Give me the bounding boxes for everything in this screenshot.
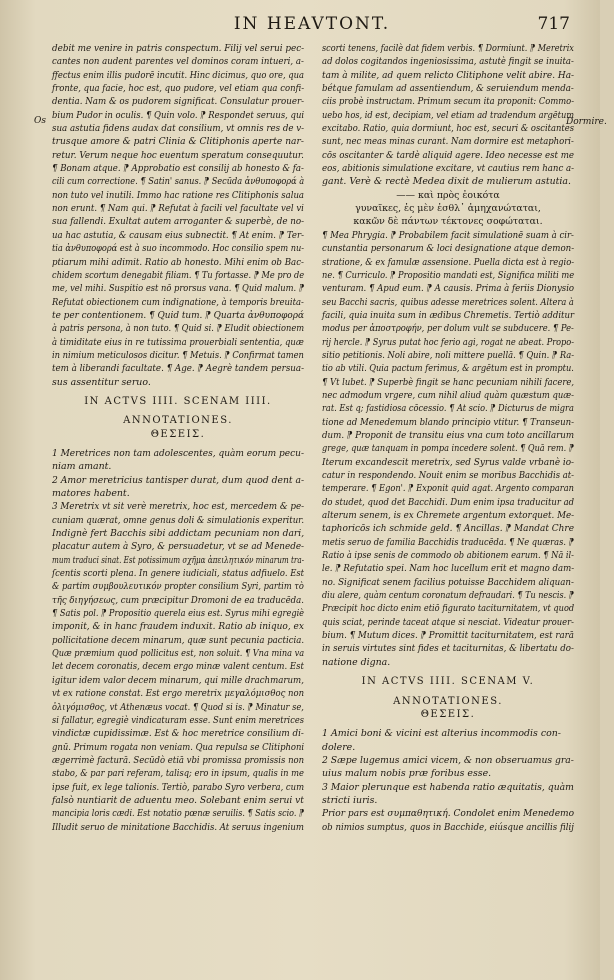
text-line: cili cum correctione. ¶ Satin' sanus. ⁋ Secūda ἀνθυποφορά à — [52, 176, 305, 188]
text-line: dentia. Nam & os pudorem significat. Consulatur prouer- — [52, 96, 305, 108]
text-line: 2 Sæpe lugemus amici vicem, & non obseruamus gra- — [322, 754, 574, 766]
text-line: ptiarum mihi adimit. Ratio ab honesto. Mihi enim ob Bac- — [52, 256, 304, 268]
text-line: uius malum nobis præ foribus esse. — [322, 768, 492, 780]
text-line: ¶ Satis pol. ⁋ Propositio querela eius est. Syrus mihi egregiè — [52, 608, 305, 620]
text-line: excitabo. Ratio, quia dormiunt, hoc est, securi & oscitantes — [322, 123, 575, 135]
text-line: in nimium meticulosos dicitur. ¶ Metuis. ⁋ Confirmat tamen — [52, 349, 304, 361]
text-line: tio ab vtili. Quia pactum ferimus, & argētum est in promptu. — [322, 363, 574, 375]
text-line: ¶ Mea Phrygia. ⁋ Probabilem facit simulationē suam à cir- — [322, 229, 574, 241]
text-line: facili, quia inuita sum in ædibus Chremetis. Tertiò additur — [322, 309, 575, 321]
text-line: falsò nuntiarit de aduentu meo. Solebant enim serui vt — [52, 794, 304, 806]
section-heading: ΘΕΣΕΙΣ. — [150, 428, 206, 440]
text-line: à patris persona, à non tuto. ¶ Quid si. ⁋ Eludit obiectionem — [52, 323, 305, 335]
text-line: stabo, & par pari referam, talisq; ero in ipsum, qualis in me — [52, 768, 304, 780]
text-line: tia ἀνθυποφορά est à suo incommodo. Hoc consilio spem nu- — [52, 243, 305, 255]
text-line: venturam. ¶ Apud eum. ⁋ A causis. Prima à feriis Dionysio — [322, 283, 575, 295]
text-line: Iterum excandescit meretrix, sed Syrus valde vrbanè io- — [322, 456, 575, 468]
text-line: Illudit seruo de minitatione Bacchidis. At seruus ingenium — [52, 821, 304, 833]
text-line: bium. ¶ Mutum dices. ⁋ Promittit taciturnitatem, est rarā — [322, 630, 574, 642]
text-line: à timiditate eius in re tutissima prouerbiali sententia, quæ — [52, 336, 304, 348]
text-line: modus per ἀποστροφήν, per dolum vult se subducere. ¶ Pe- — [322, 323, 574, 335]
text-line: natione digna. — [322, 656, 391, 668]
text-columns — [52, 42, 580, 952]
greek-verse-line: —— καὶ πρὸς ἐοικότα — [396, 189, 500, 201]
right-column — [322, 42, 574, 947]
text-line: te per contentionem. ¶ Quid tum. ⁋ Quarta ἀνθυποφορά — [52, 309, 304, 321]
section-heading: ΘΕΣΕΙΣ. — [420, 708, 476, 720]
text-line: sunt, nec meas minas curant. Nam dormire est metaphori- — [322, 136, 574, 148]
section-heading: IN ACTVS IIII. SCENAM IIII. — [84, 395, 272, 407]
text-line: let decem coronatis, decem ergo minæ valent centum. Est — [52, 661, 304, 673]
text-line: tione ad Menedemum blando principio vtitur. ¶ Transeun- — [322, 416, 575, 428]
text-line: 3 Maior plerunque est habenda ratio æquitatis, quàm — [322, 781, 574, 793]
text-line: cantes non audent parentes vel dominos coram intueri, a- — [52, 56, 304, 68]
text-line: sus assentitur seruo. — [52, 376, 151, 388]
text-line: ægerrimè facturā. Secūdò etiā vbi promissa promissis non — [52, 754, 305, 766]
text-line: placatur autem à Syro, & persuadetur, vt se ad Menede- — [52, 541, 305, 553]
text-line: gant. Verè & rectè Medea dixit de mulierum astutia. — [322, 176, 571, 188]
text-line: rij hercle. ⁋ Syrus putat hoc ferio agi, rogat ne abeat. Propo- — [322, 336, 574, 348]
text-line: eos, abitionis simulatione excitare, vt cautius rem hanc a- — [322, 163, 575, 175]
text-line: ad dolos cogitandos ingeniosissima, astutè fingit se inuita- — [322, 56, 574, 68]
text-line: scorti tenens, facilè dat fidem verbis. ¶ Dormiunt. ⁋ Meretrix — [322, 43, 574, 54]
text-line: Refutat obiectionem cum indignatione, à temporis breuita- — [52, 296, 304, 308]
text-line: Præcipit hoc dicto enim etiō figurato taciturnitatem, vt quod — [322, 603, 575, 615]
text-line: vindictæ cupidissimæ. Est & hoc meretrice consilium di- — [52, 728, 304, 740]
text-line: pollicitatione decem minarum, quæ sunt pecunia pacticia. — [52, 634, 305, 646]
text-line: Prior pars est συμπαθητική. Condolet enim Menedemo — [322, 808, 575, 820]
text-line: catur in respondendo. Nouit enim se moribus Bacchidis at- — [322, 470, 574, 481]
text-line: 1 Meretrices non tam adolescentes, quàm eorum pecu- — [52, 447, 304, 459]
text-line: chidem scortum denegabit filiam. ¶ Tu fortasse. ⁋ Me pro de — [52, 269, 305, 281]
text-line: dum. ⁋ Proponit de transitu eius vna cum toto ancillarum — [322, 429, 575, 441]
text-line: stricti iuris. — [322, 794, 378, 806]
text-line: temperare. ¶ Egon'. ⁋ Exponit quid agat. Argento comparan — [322, 483, 574, 495]
text-line: ipse fuit, ex lege talionis. Tertiò, parabo Syro verbera, cum — [52, 781, 305, 793]
greek-verse-line: γυναῖκες, ἐς μὲν ἐσθλ᾽ ἀμηχανώταται, — [355, 203, 541, 215]
text-line: grege, quæ tanquam in pompa incedere solent. ¶ Quā rem. ⁋ — [322, 443, 574, 455]
text-line: tam à milite, ad quem relicto Clitiphone velit abire. Ha- — [322, 69, 575, 81]
text-line: gnū. Primum rogata non veniam. Qua repulsa se Clitiphoni — [52, 741, 305, 753]
text-line: dolere. — [322, 741, 356, 753]
text-line: ciis probè instructam. Primum secum ita proponit: Commo- — [322, 96, 575, 108]
text-line: uebo hos, id est, decipiam, vel etiam ad tradendum argētum — [322, 109, 575, 121]
text-line: vt ex ratione constat. Est ergo meretrix μεγαλόμισθος non — [52, 688, 305, 700]
text-line: ne. ¶ Curriculo. ⁋ Propositio mandati est, Significa militi me — [322, 269, 575, 281]
text-line: tem à liberandi facultate. ¶ Age. ⁋ Aegrè tandem persua- — [52, 363, 305, 375]
text-line: debit me venire in patris conspectum. Filij vel serui pec- — [52, 43, 305, 54]
text-line: non erunt. ¶ Nam qui. ⁋ Refutat à facili vel facultate vel vi — [52, 203, 304, 215]
text-line: ¶ Vt lubet. ⁋ Superbè fingit se hanc pecuniam nihili facere, — [322, 376, 575, 388]
section-heading: ANNOTATIONES. — [393, 695, 503, 707]
text-line: sitio petitionis. Noli abire, noli mittere puellā. ¶ Quin. ⁋ Ra- — [322, 349, 575, 361]
text-line: matores habent. — [52, 488, 130, 499]
text-line: Quæ præmium quod pollicitus est, non soluit. ¶ Vna mina va — [52, 648, 305, 660]
text-line: me, vel mihi. Suspitio est nō prorsus vana. ¶ Quid malum. ⁋ — [52, 283, 305, 295]
text-line: seu Bacchi sacris, quibus adesse meretrices solent. Altera à — [322, 296, 574, 308]
running-head: IN HEAVTONT. — [233, 14, 391, 34]
text-line: 3 Meretrix vt sit verè meretrix, hoc est, mercedem & pe- — [52, 501, 305, 513]
text-line: stratione, & ex famulæ assensione. Puella dicta est à regio- — [322, 256, 575, 268]
text-line: le. ⁋ Refutatio spei. Nam hoc lucellum erit et magno dam- — [322, 563, 575, 575]
greek-verse-line: κακῶν δὲ πάντων τέκτονες σοφώταται. — [353, 216, 543, 228]
text-line: retur. Verum neque hoc euentum speratum consequutur. — [52, 149, 304, 161]
text-line: fronte, qua facie, hoc est, quo pudore, vel etiam qua confi- — [52, 83, 305, 95]
page-header — [48, 14, 576, 40]
text-line: ffectus enim illis pudorē incutit. Hinc dicimus, quo ore, qua — [52, 69, 304, 81]
text-line: & partim συμβουλευτικόν propter consilium Syri, partim τὸ — [52, 581, 304, 593]
text-line: quis sciat, perinde taceat atque si nesciat. Videatur prouer- — [322, 616, 574, 628]
left-column — [52, 42, 304, 947]
text-line: alterum senem, is ex Chremete argentum extorquet. Me- — [322, 510, 575, 522]
margin-note-right: Dormire. — [566, 117, 607, 127]
text-line: igitur idem valor decem minarum, qui mille drachmarum, — [52, 674, 304, 686]
text-line: taphoricōs ich schmide geld. ¶ Ancillas. ⁋ Mandat Chre — [322, 523, 575, 535]
text-line: diu alere, quàm centum coronatum defraudari. ¶ Tu nescis. ⁋ — [322, 590, 574, 602]
text-line: ob nimios sumptus, quos in Bacchide, eiúsque ancillis filij — [322, 821, 574, 833]
text-line: do studet, quod det Bacchidi. Dum enim ipsa traducitur ad — [322, 496, 575, 508]
text-line: Ratio à ipse senis de commodo ob abitionem earum. ¶ Nā il- — [322, 550, 574, 562]
text-line: imponit, & in hanc fraudem induxit. Ratio ab iniquo, ex — [52, 621, 304, 633]
text-line: metis seruo de familia Bacchidis traducēda. ¶ Ne quæras. ⁋ — [322, 536, 574, 548]
text-line: trusque amore & patri Clinia & Clitiphonis aperte nar- — [52, 136, 304, 148]
text-line: no. Significat senem facilius potuisse Bacchidem aliquan- — [322, 576, 574, 588]
text-line: ὀλιγόμισθος, vt Athenæus vocat. ¶ Quod si is. ⁋ Minatur se, — [52, 701, 304, 713]
text-line: sua astutia fidens audax dat consilium, vt omnis res de v- — [52, 123, 305, 135]
text-line: sua fallendi. Exultat autem arroganter & superbè, de no- — [52, 216, 305, 228]
text-line: mancipia loris cædi. Est notatio pœnæ seruilis. ¶ Satis scio. ⁋ — [52, 808, 305, 820]
text-line: nec admodum vrgere, cum nihil aliud quàm quæstum quæ- — [322, 389, 574, 401]
text-line: Indignè fert Bacchis sibi addictam pecuniam non dari, — [52, 528, 305, 540]
text-line: bétque famulam ad assentiendum, & seruiendum menda- — [322, 83, 574, 95]
text-line: si fallatur, egregiè vindicaturam esse. Sunt enim meretrices — [52, 714, 304, 726]
text-line: 2 Amor meretricius tantisper durat, dum quod dent a- — [52, 474, 305, 486]
text-line: cuniam quærat, omne genus doli & simulationis experitur. — [52, 514, 305, 526]
section-heading: IN ACTVS IIII. SCENAM V. — [361, 676, 535, 688]
text-line: cunstantia personarum & loci designatione atque demon- — [322, 243, 575, 255]
text-line: 1 Amici boni & vicini est alterius incommodis con- — [322, 728, 561, 740]
text-line: bium Pudor in oculis. ¶ Quin volo. ⁋ Respondet seruus, qui — [52, 109, 305, 121]
text-line: cōs oscitanter & tardè aliquid agere. Ideo necesse est me — [322, 149, 575, 161]
text-line: non tuto vel inutili. Immo hac ratione res Clitiphonis salua — [52, 189, 304, 201]
page-number: 717 — [537, 14, 570, 34]
text-line: ua hac astutia, & causam eius subnectit. ¶ At enim. ⁋ Ter- — [52, 229, 305, 241]
text-line: τῆς διηγήσεως, cum præcipitur Dromoni de ea traducēda. — [52, 594, 304, 606]
text-line: rat. Est q; fastidiosa cōcessio. ¶ At scio. ⁋ Dicturus de migra — [322, 403, 574, 415]
margin-note-left: Os — [34, 116, 46, 126]
text-line: in seruis virtutes sint fides et taciturnitas, & libertatu do- — [322, 643, 574, 655]
text-line: mum traduci sinat. Est potissimum σχῆμα ἀπειλητικόν minarum tra- — [52, 554, 305, 566]
text-line: niam amant. — [52, 461, 112, 473]
text-line: ¶ Bonam atque. ⁋ Approbatio est consilij ab honesto & fa- — [52, 163, 304, 175]
section-heading: ANNOTATIONES. — [123, 415, 233, 427]
text-line: ſcentis scorti plena. In genere iudiciali, status adfiuelo. Est — [52, 568, 305, 580]
